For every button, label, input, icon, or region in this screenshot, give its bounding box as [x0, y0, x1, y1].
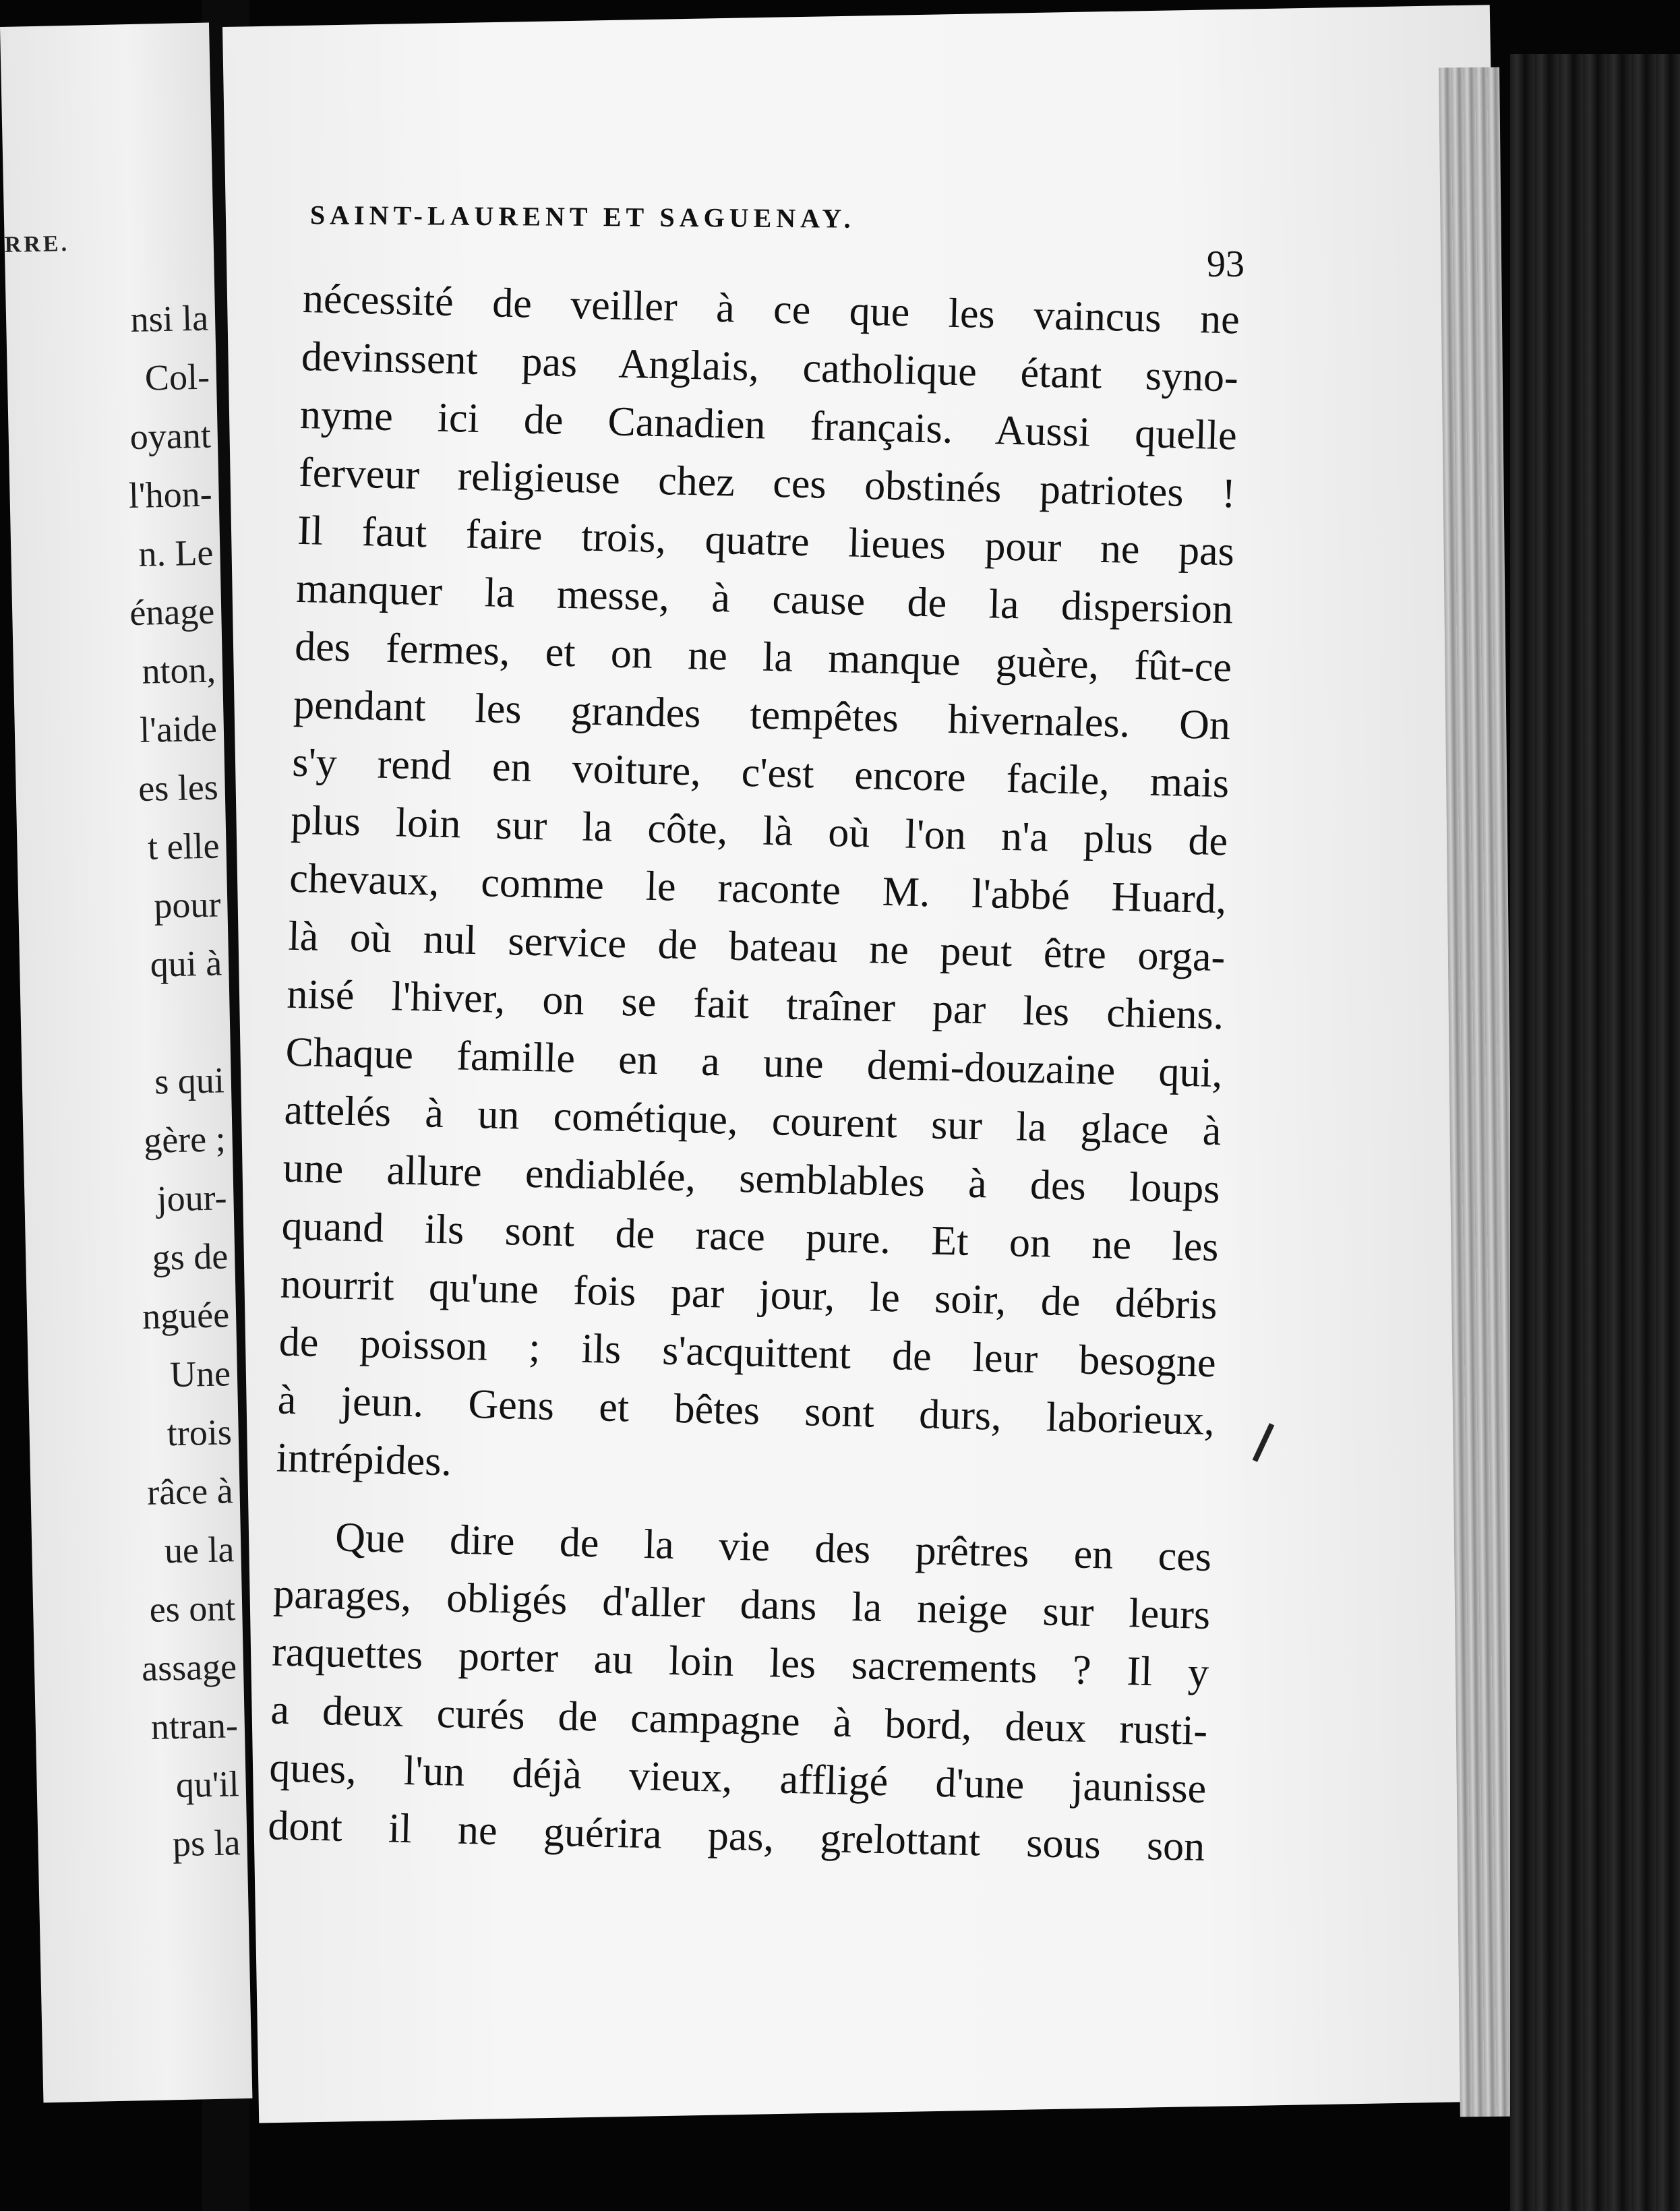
- text-line: dont il ne guérira pas, grelottant sous son: [267, 1803, 1206, 1870]
- left-line: l'aide: [139, 708, 218, 750]
- text-line: une allure endiablée, semblables à des loups: [282, 1145, 1221, 1213]
- text-line: plus loin sur la côte, là où l'on n'a plus de: [290, 797, 1228, 865]
- left-line: es ont: [149, 1587, 236, 1630]
- left-line: nsi la: [130, 297, 209, 340]
- left-line: énage: [129, 590, 215, 634]
- text-line: Chaque famille en a une demi-douzaine qui,: [284, 1029, 1224, 1097]
- text-line: ferveur religieuse chez ces obstinés patriotes !: [298, 449, 1236, 517]
- left-line: trois: [167, 1412, 233, 1454]
- text-line: Il faut faire trois, quatre lieues pour ne pas: [297, 507, 1235, 575]
- text-line: manquer la messe, à cause de la dispersion: [295, 565, 1234, 633]
- left-line: gs de: [152, 1236, 229, 1278]
- left-line: qu'il: [175, 1763, 240, 1806]
- left-line: s qui: [154, 1060, 225, 1102]
- left-line: ps la: [172, 1822, 241, 1865]
- text-line: nyme ici de Canadien français. Aussi quelle: [299, 391, 1238, 459]
- left-text-block: [5, 289, 241, 1877]
- text-line: des fermes, et on ne la manque guère, fût-ce: [294, 623, 1232, 691]
- left-line: Une: [169, 1353, 231, 1395]
- text-line: quand ils sont de race pure. Et on ne les: [281, 1203, 1220, 1271]
- text-line: là où nul service de bateau ne peut être orga-: [287, 913, 1226, 981]
- text-line: nisé l'hiver, on se fait traîner par les chiens.: [286, 971, 1225, 1039]
- text-line: raquettes porter au loin les sacrements ? Il y: [271, 1629, 1209, 1696]
- left-line: qui à: [150, 942, 222, 985]
- body-text: [268, 270, 1240, 1876]
- left-line: assage: [141, 1646, 237, 1689]
- left-line: Col-: [144, 356, 210, 398]
- text-line: à jeun. Gens et bêtes sont durs, laborieux,: [277, 1376, 1216, 1445]
- page-number: 93: [1207, 243, 1244, 285]
- left-line: [20, 992, 224, 1055]
- left-line: l'hon-: [128, 473, 213, 516]
- left-page: [0, 23, 252, 2103]
- text-line: de poisson ; ils s'acquittent de leur besogne: [278, 1319, 1217, 1387]
- text-line: pendant les grandes tempêtes hivernales. On: [293, 681, 1231, 749]
- left-line: ue la: [164, 1529, 235, 1571]
- text-line: nécessité de veiller à ce que les vaincus ne: [302, 275, 1240, 343]
- text-line: chevaux, comme le raconte M. l'abbé Huard,: [289, 855, 1227, 923]
- book-cover-edge: [1510, 54, 1680, 2211]
- left-line: ntran-: [150, 1705, 239, 1747]
- left-line: nton,: [141, 649, 216, 692]
- left-line: pour: [153, 884, 221, 926]
- left-line: oyant: [129, 415, 212, 458]
- left-line: t elle: [147, 825, 220, 868]
- text-line: nourrit qu'une fois par jour, le soir, de débris: [280, 1261, 1218, 1329]
- left-line: jour-: [156, 1177, 228, 1219]
- left-line: es les: [138, 766, 219, 809]
- left-line: râce à: [146, 1470, 234, 1513]
- text-line: s'y rend en voiture, c'est encore facile, mais: [291, 739, 1230, 807]
- text-line: a deux curés de campagne à bord, deux rusti-: [270, 1687, 1208, 1754]
- text-line: parages, obligés d'aller dans la neige sur leurs: [272, 1571, 1211, 1639]
- text-line: Que dire de la vie des prêtres en ces: [334, 1514, 1212, 1581]
- text-line: ques, l'un déjà vieux, affligé d'une jaunisse: [268, 1745, 1207, 1812]
- left-running-header: RRE.: [4, 231, 70, 258]
- text-line: devinssent pas Anglais, catholique étant syno-: [301, 333, 1239, 401]
- running-header: SAINT-LAURENT ET SAGUENAY.: [309, 200, 856, 234]
- left-line: gère ;: [143, 1118, 227, 1161]
- text-line: intrépides.: [276, 1434, 452, 1485]
- left-line: n. Le: [138, 532, 214, 574]
- left-line: nguée: [142, 1294, 230, 1337]
- text-line: attelés à un cométique, courent sur la glace à: [283, 1087, 1222, 1155]
